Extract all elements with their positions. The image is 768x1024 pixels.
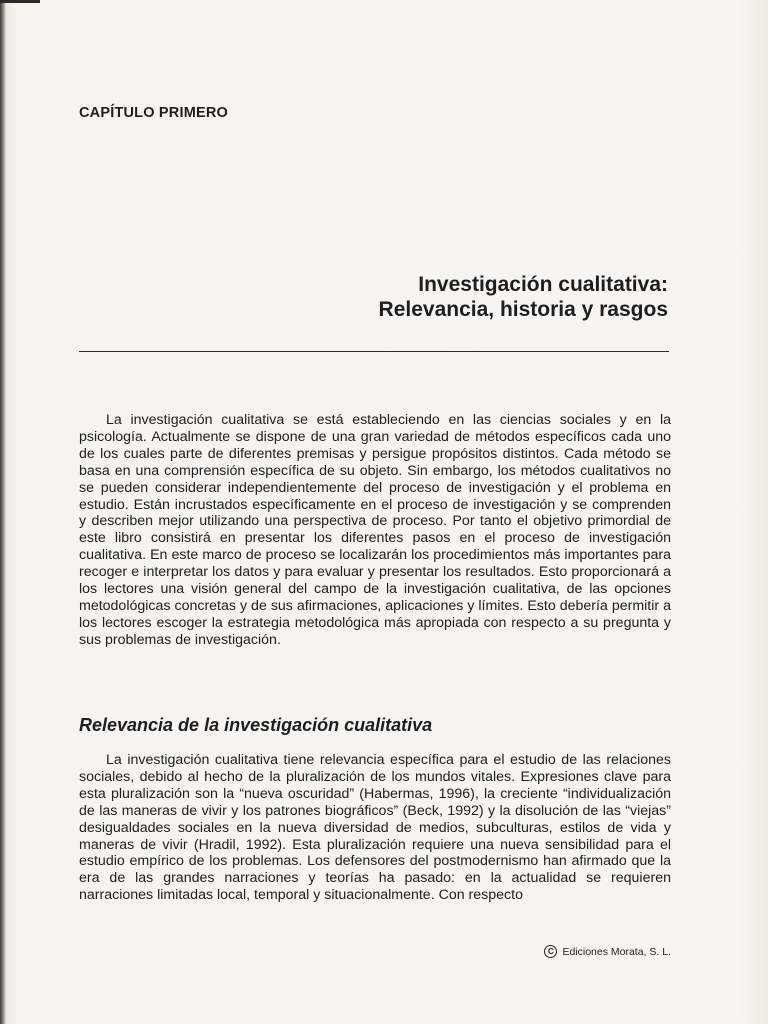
chapter-title-line-1: Investigación cualitativa: [418, 273, 668, 296]
section-paragraph-block [79, 752, 671, 904]
chapter-title [168, 272, 668, 322]
page-footer [544, 945, 671, 958]
section-paragraph: La investigación cualitativa tiene relevancia específica para el estudio de las relaciones sociales, debido al hecho de la pluralización de los mundos vitales. Expresiones clave para esta pluralización son la “nueva oscuridad” (Habermas, 1996), la creciente “individualización de las maneras de vivir y los patrones biográficos” (Beck, 1992) y la disolución de las “viejas” desigualdades sociales en la nueva diversidad de medios, subculturas, estilos de vida y maneras de vivir (Hradil, 1992). Esta pluralización requiere una nueva sensibilidad para el estudio empírico de los problemas. Los defensores del postmodernismo han afirmado que la era de las grandes narraciones y teorías ha pasado: en la actualidad se requieren narraciones limitadas local, temporal y situacionalmente. Con respecto [79, 752, 671, 904]
page-binding-shadow [0, 0, 6, 1024]
title-divider [79, 351, 669, 352]
publisher-name: Ediciones Morata, S. L. [562, 945, 671, 958]
intro-paragraph: La investigación cualitativa se está estableciendo en las ciencias sociales y en la psicología. Actualmente se dispone de una gran variedad de métodos específicos cada uno de los cuales parte de diferentes premisas y persigue propósitos distintos. Cada método se basa en una comprensión específica de su objeto. Sin embargo, los métodos cualitativos no se pueden considerar independientemente del proceso de investigación y el problema en estudio. Están incrustados específicamente en el proceso de investigación y se comprenden y describen mejor utilizando una perspectiva de proceso. Por tanto el objetivo primordial de este libro consistirá en presentar los diferentes pasos en el proceso de investigación cualitativa. En este marco de proceso se localizarán los procedimientos más importantes para recoger e interpretar los datos y para evaluar y presentar los resultados. Esto proporcionará a los lectores una visión general del campo de la investigación cualitativa, de las opciones metodológicas concretas y de sus afirmaciones, aplicaciones y límites. Esto debería permitir a los lectores escoger la estrategia metodológica más apropiada con respecto a su pregunta y sus problemas de investigación. [79, 412, 671, 648]
scan-corner-mark [0, 0, 40, 3]
chapter-title-line-2: Relevancia, historia y rasgos [378, 298, 668, 321]
intro-paragraph-block [79, 412, 671, 649]
chapter-label: CAPÍTULO PRIMERO [79, 105, 229, 121]
section-heading: Relevancia de la investigación cualitativa [79, 715, 433, 735]
copyright-icon: C [544, 945, 557, 958]
